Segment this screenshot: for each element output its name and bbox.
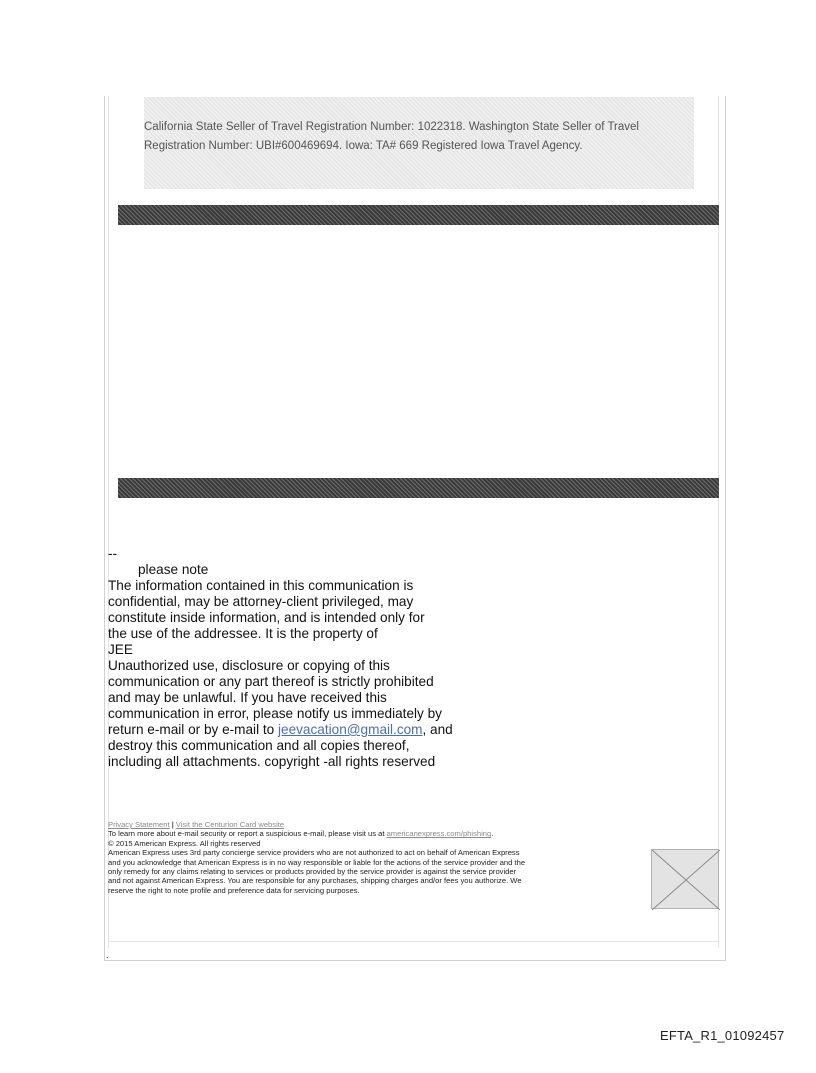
note-line: including all attachments. copyright -all rights reserved xyxy=(108,754,436,769)
phishing-notice xyxy=(108,829,648,838)
copyright-text: © 2015 American Express. All rights reserved xyxy=(108,838,261,848)
amex-footer xyxy=(108,820,648,895)
disclaimer-line: reserve the right to note profile and preference data for servicing purposes. xyxy=(108,885,360,895)
registration-text xyxy=(144,118,684,156)
email-link[interactable]: jeevacation@gmail.com xyxy=(277,722,423,737)
redacted-bar-bottom xyxy=(118,478,719,498)
note-line: communication or any part thereof is strictly prohibited xyxy=(108,674,434,689)
phishing-text: To learn more about e-mail security or report a suspicious e-mail, please visit us at xyxy=(108,829,387,839)
redacted-bar-top xyxy=(118,205,719,225)
note-line: Unauthorized use, disclosure or copying of this xyxy=(108,658,390,673)
broken-image-placeholder xyxy=(651,849,719,909)
disclaimer-line: only remedy for any claims relating to services or products provided by the service provider is against the service provider xyxy=(108,867,517,877)
note-line: communication in error, please notify us immediately by xyxy=(108,706,442,721)
privacy-statement-link[interactable]: Privacy Statement xyxy=(108,820,170,829)
note-line: The information contained in this communication is xyxy=(108,578,414,593)
note-heading: please note xyxy=(138,562,209,577)
disclaimer-line: and not against American Express. You are responsible for any purchases, shipping charges and/or fees you authorize. We xyxy=(108,876,522,886)
registration-box xyxy=(144,97,694,189)
trailing-mark: . xyxy=(106,950,109,960)
note-line: JEE xyxy=(108,642,133,657)
email-suffix: , and xyxy=(422,722,453,737)
note-line: the use of the addressee. It is the property of xyxy=(108,626,378,641)
frame-bottom-inner-line xyxy=(108,941,719,942)
note-line: and may be unlawful. If you have received this xyxy=(108,690,387,705)
footer-link-separator: | xyxy=(171,820,174,829)
phishing-link[interactable]: americanexpress.com/phishing xyxy=(386,829,492,839)
note-line: confidential, may be attorney-client privileged, may xyxy=(108,594,414,609)
document-id: EFTA_R1_01092457 xyxy=(660,1028,785,1043)
registration-line-2: Registration Number: UBI#600469694. Iowa: TA# 669 Registered Iowa Travel Agency. xyxy=(144,140,583,152)
note-email-line xyxy=(108,722,488,738)
centurion-website-link[interactable]: Visit the Centurion Card website xyxy=(175,820,285,829)
note-line: destroy this communication and all copies thereof, xyxy=(108,738,410,753)
disclaimer-line: American Express uses 3rd party concierge service providers who are not authorized to act on behalf of American Express xyxy=(108,848,520,858)
registration-line-1: California State Seller of Travel Registration Number: 1022318. Washington State Seller of Travel xyxy=(144,121,639,133)
email-prefix: return e-mail or by e-mail to xyxy=(108,722,278,737)
disclaimer-line: and you acknowledge that American Express is in no way responsible or liable for the actions of the service provider and the xyxy=(108,857,526,867)
signature-separator: -- xyxy=(108,546,118,561)
confidentiality-note xyxy=(108,546,488,770)
note-line: constitute inside information, and is intended only for xyxy=(108,610,425,625)
image-placeholder-icon xyxy=(652,850,720,910)
phishing-end: . xyxy=(491,829,494,839)
footer-links xyxy=(108,820,648,829)
